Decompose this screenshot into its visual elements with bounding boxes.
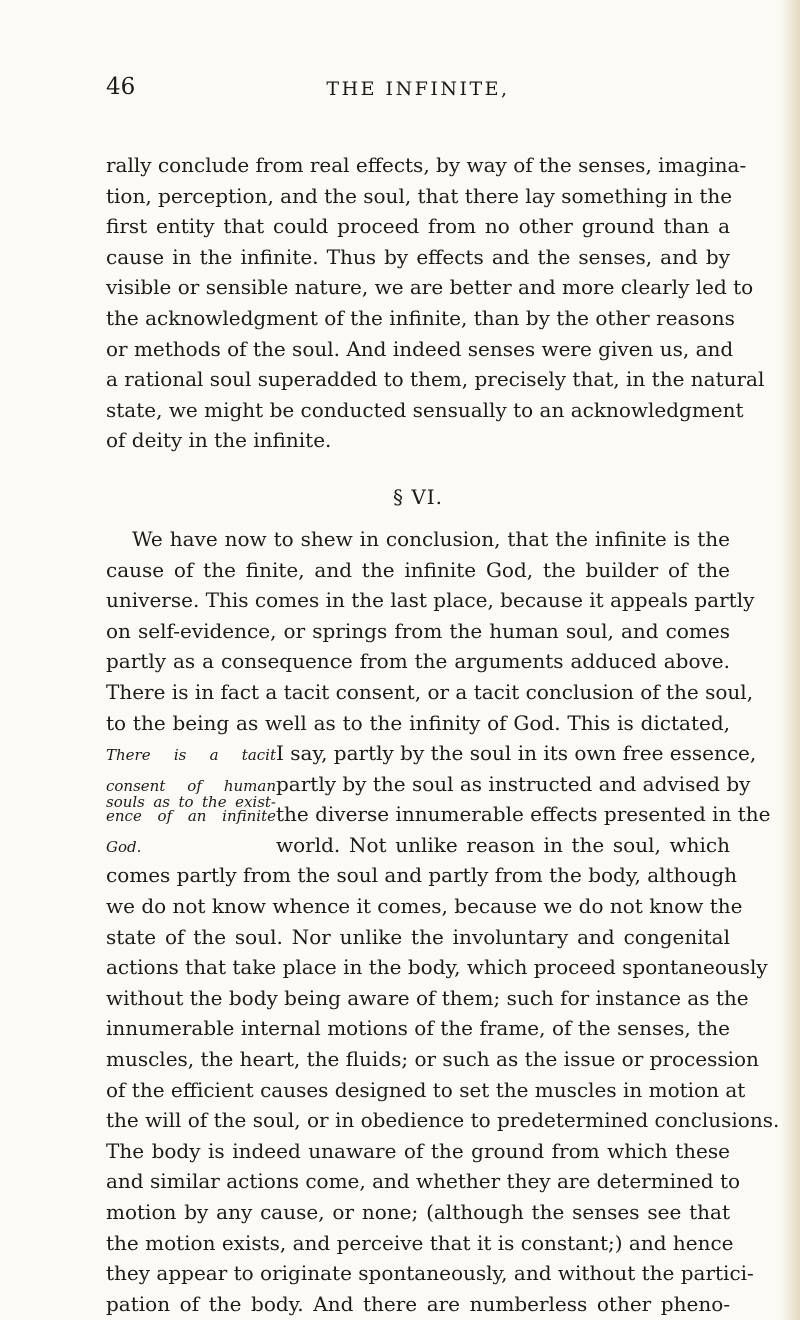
noted-line [106, 769, 751, 811]
text-line: tion, perception, and the soul, that there lay something in the [106, 183, 733, 208]
text-line: motion by any cause, or none; (although the senses see that [106, 1200, 730, 1224]
text-line: a rational soul superadded to them, precisely that, in the natural [106, 367, 765, 392]
side-note-line: consent of human [106, 776, 276, 795]
text-line: or methods of the soul. And indeed senses were given us, and [106, 336, 734, 361]
text-line: without the body being aware of them; such for instance as the [106, 985, 749, 1010]
text-line: the acknowledgment of the infinite, than by the other reasons [106, 305, 735, 330]
text-line: and similar actions come, and whether they are determined to [106, 1169, 741, 1194]
running-head: THE INFINITE, [326, 78, 510, 100]
text-line: first entity that could proceed from no other ground than a [106, 214, 730, 239]
text-line: rally conclude from real effects, by way of the senses, imagina- [106, 153, 747, 177]
book-page [106, 72, 780, 1319]
text-line: they appear to originate spontaneously, and without the partici- [106, 1261, 754, 1286]
text-line: of deity in the infinite. [106, 428, 332, 453]
text-line: comes partly from the soul and partly from the body, although [106, 863, 738, 888]
text-line: muscles, the heart, the fluids; or such as the issue or procession [106, 1047, 759, 1072]
text-line: There is in fact a tacit consent, or a tacit conclusion of the soul, [106, 679, 754, 704]
noted-line [106, 738, 757, 769]
page-number: 46 [106, 74, 136, 100]
page-edge-shadow [780, 0, 800, 1320]
paragraph-2 [106, 524, 780, 1319]
text-line: state of the soul. Nor unlike the involuntary and congenital [106, 924, 730, 949]
text-line: we do not know whence it comes, because we do not know the [106, 894, 743, 919]
text-line: The body is indeed unaware of the ground from which these [106, 1138, 730, 1163]
side-note-line: God. [106, 837, 142, 856]
text-line: innumerable internal motions of the frame, of the senses, the [106, 1016, 730, 1041]
text-line: the diverse innumerable effects presented in the [276, 802, 771, 827]
text-line: cause in the infinite. Thus by effects and the senses, and by [106, 244, 730, 269]
noted-line [106, 830, 730, 861]
text-line: the motion exists, and perceive that it is constant;) and hence [106, 1230, 734, 1255]
text-line: We have now to shew in conclusion, that the infinite is the [132, 526, 730, 551]
paragraph-1 [106, 150, 765, 456]
text-line: state, we might be conducted sensually to an acknowledgment [106, 397, 744, 422]
text-line: world. Not unlike reason in the soul, which [276, 832, 730, 857]
side-note-line [106, 778, 276, 810]
text-line: partly as a consequence from the arguments adduced above. [106, 649, 730, 674]
side-note-line: souls as to the exist- [106, 792, 276, 811]
page-header [106, 72, 730, 106]
side-note-line: ence of an infinite [106, 807, 276, 826]
text-line: cause of the finite, and the infinite God, the builder of the [106, 557, 730, 582]
text-line: actions that take place in the body, which proceed spontaneously [106, 955, 768, 980]
text-line: universe. This comes in the last place, because it appeals partly [106, 588, 755, 613]
section-heading: § VI. [392, 484, 444, 509]
text-line: partly by the soul as instructed and advised by [276, 771, 751, 796]
text-line: I say, partly by the soul in its own free essence, [276, 741, 757, 766]
side-note-line: There is a tacit [106, 746, 276, 765]
text-line: of the efficient causes designed to set the muscles in motion at [106, 1077, 746, 1102]
text-line: to the being as well as to the infinity of God. This is dictated, [106, 710, 730, 735]
text-line: visible or sensible nature, we are better and more clearly led to [106, 275, 754, 300]
text-line: pation of the body. And there are numberless other pheno- [106, 1291, 730, 1316]
text-line: the will of the soul, or in obedience to predetermined conclusions. [106, 1108, 780, 1133]
text-line: on self-evidence, or springs from the human soul, and comes [106, 618, 730, 643]
